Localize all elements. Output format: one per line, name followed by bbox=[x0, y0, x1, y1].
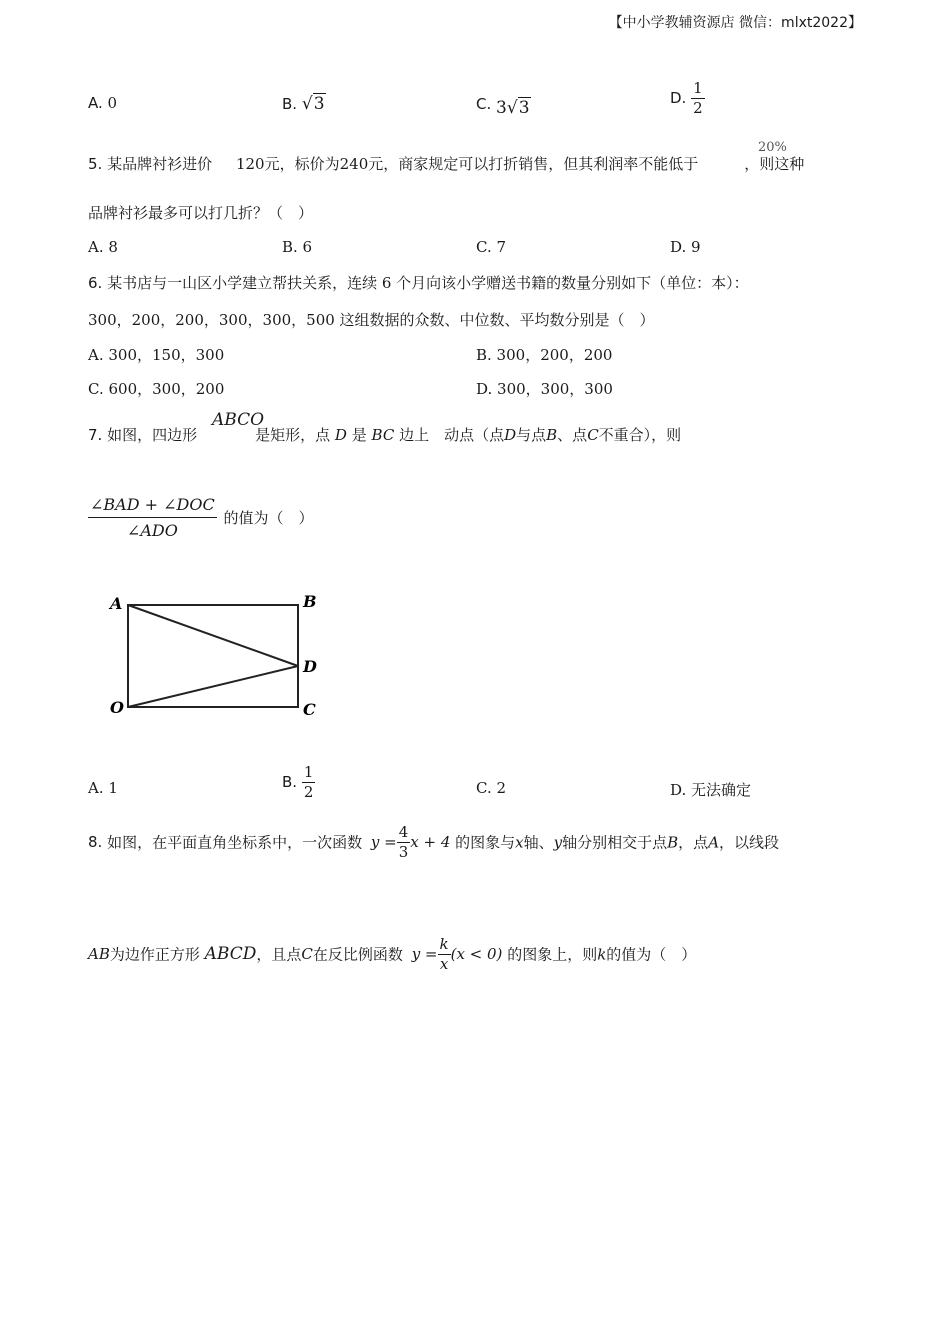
label-a: A bbox=[110, 594, 123, 613]
sqrt-symbol: √3 bbox=[301, 94, 325, 114]
q4-option-d: D. $\frac{1}{2}$ bbox=[670, 79, 703, 117]
q7-line1: 7. 如图，四边形 是矩形，点 D 是 BC 边上 动点（点D与点B、点C不重合），则 bbox=[88, 426, 682, 444]
q7-option-c: C. 2 bbox=[476, 779, 507, 797]
q5-option-a: A. 8 bbox=[88, 238, 118, 256]
q4-option-a: A. 0 bbox=[88, 94, 118, 112]
q8-line1: 8. 如图，在平面直角坐标系中，一次函数 y = $\frac{4}{3}$ x + 4 的图象与x轴、y轴分别相交于点B，点A，以线段 bbox=[88, 823, 780, 861]
q4-option-c: C. 3√3 bbox=[476, 95, 530, 118]
q6-option-c: C. 600，300，200 bbox=[88, 380, 225, 398]
q6-option-b: B. 300，200，200 bbox=[476, 346, 613, 364]
q6-option-d: D. 300，300，300 bbox=[476, 380, 613, 398]
label-d: D bbox=[303, 657, 317, 676]
q5-option-b: B. 6 bbox=[282, 238, 313, 256]
q6-option-a: A. 300，150，300 bbox=[88, 346, 225, 364]
q7-shape-name: ABCO bbox=[212, 410, 265, 430]
q7-rectangle-figure bbox=[100, 585, 360, 725]
segment-ad bbox=[128, 605, 298, 666]
q7-option-a: A. 1 bbox=[88, 779, 118, 797]
q7-fraction-line: $\frac{\text{∠BAD + ∠DOC}}{\text{∠ADO}}$ 的值为（ ） bbox=[90, 495, 314, 540]
q4-option-b: B. √3 bbox=[282, 94, 325, 114]
q5-line2: 品牌衬衫最多可以打几折？（ ） bbox=[88, 204, 314, 222]
label-c: C bbox=[303, 700, 316, 719]
label-b: B bbox=[303, 592, 317, 611]
segment-od bbox=[128, 666, 298, 707]
page-header: 【中小学教辅资源店 微信：mlxt2022】 bbox=[608, 15, 862, 31]
q6-line1: 6. 某书店与一山区小学建立帮扶关系，连续 6 个月向该小学赠送书籍的数量分别如下（单位：本）： bbox=[88, 274, 749, 292]
q7-option-d: D. 无法确定 bbox=[670, 781, 752, 799]
q5-option-c: C. 7 bbox=[476, 238, 507, 256]
q5-percent: 20% bbox=[758, 140, 787, 155]
q6-line2: 300，200，200，300，300，500 这组数据的众数、中位数、平均数分别是（ ） bbox=[88, 311, 655, 329]
q5-line1: 5. 某品牌衬衫进价 120元，标价为240元，商家规定可以打折销售，但其利润率不能低于 ，则这种 bbox=[88, 155, 805, 173]
q8-line2: AB为边作正方形 ABCD，且点C在反比例函数 y = $\frac{k}{x}$ (x < 0) 的图象上，则k的值为（ ） bbox=[88, 935, 697, 973]
label-o: O bbox=[110, 698, 124, 717]
q5-option-d: D. 9 bbox=[670, 238, 701, 256]
q7-option-b: B. $\frac{1}{2}$ bbox=[282, 763, 314, 801]
